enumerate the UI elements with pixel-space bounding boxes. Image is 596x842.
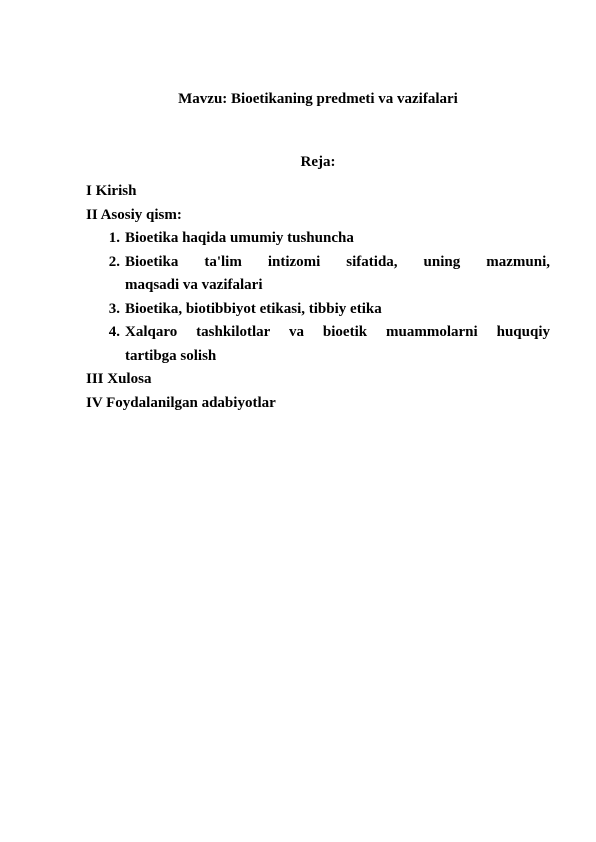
plan-outline: [86, 180, 550, 415]
list-item: [101, 298, 550, 322]
list-item-number: 3.: [108, 300, 120, 317]
list-item-number: 2.: [108, 253, 120, 270]
section-conclusion: III Xulosa: [86, 371, 152, 387]
list-item-text: Bioetika, biotibbiyot etikasi, tibbiy etika: [125, 300, 382, 317]
list-item-text: Bioetika haqida umumiy tushuncha: [125, 230, 354, 246]
document-title: Mavzu: Bioetikaning predmeti va vazifalari: [178, 91, 458, 107]
list-item: [101, 321, 550, 368]
plan-heading: Reja:: [300, 154, 336, 170]
list-item: [101, 227, 550, 251]
list-item-number: 1.: [108, 230, 120, 246]
list-item-number: 4.: [108, 324, 120, 340]
section-main: II Asosiy qism:: [86, 206, 182, 223]
list-item-text-continued: maqsadi va vazifalari: [125, 277, 263, 293]
section-references: IV Foydalanilgan adabiyotlar: [86, 394, 276, 411]
list-item-text: Bioetika ta'lim intizomi sifatida, uning mazmuni,: [125, 253, 550, 270]
list-item: [101, 251, 550, 298]
list-item-text-continued: tartibga solish: [125, 347, 217, 364]
list-item-text: Xalqaro tashkilotlar va bioetik muammolarni huquqiy: [125, 324, 550, 340]
section-intro: I Kirish: [86, 183, 137, 199]
